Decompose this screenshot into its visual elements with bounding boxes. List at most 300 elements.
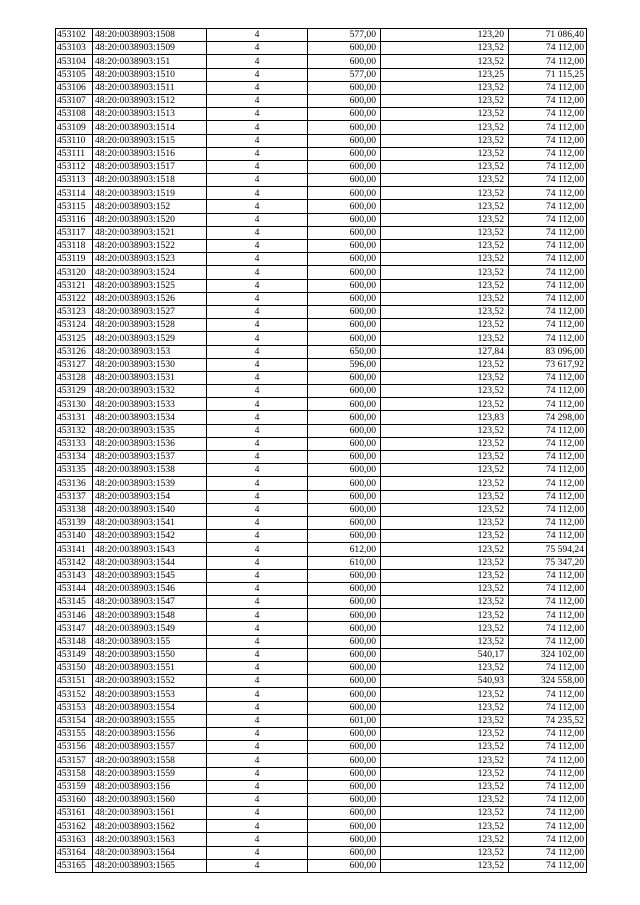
area-cell: 600,00 xyxy=(308,187,381,200)
table-row xyxy=(56,424,587,437)
row-number-cell: 453131 xyxy=(56,411,93,424)
group-cell: 4 xyxy=(207,754,308,767)
cadastral-number-cell: 48:20:0038903:154 xyxy=(93,490,207,503)
rate-cell: 123,52 xyxy=(381,714,509,727)
group-cell: 4 xyxy=(207,662,308,675)
cadastral-value-cell: 74 298,00 xyxy=(509,411,587,424)
area-cell: 600,00 xyxy=(308,741,381,754)
cadastral-number-cell: 48:20:0038903:1549 xyxy=(93,622,207,635)
cadastral-value-cell: 74 235,52 xyxy=(509,714,587,727)
group-cell: 4 xyxy=(207,305,308,318)
group-cell: 4 xyxy=(207,68,308,81)
group-cell: 4 xyxy=(207,820,308,833)
table-row xyxy=(56,358,587,371)
row-number-cell: 453155 xyxy=(56,727,93,740)
cadastral-value-cell: 74 112,00 xyxy=(509,279,587,292)
table-row xyxy=(56,437,587,450)
cadastral-number-cell: 48:20:0038903:1545 xyxy=(93,569,207,582)
row-number-cell: 453110 xyxy=(56,134,93,147)
cadastral-number-cell: 48:20:0038903:1539 xyxy=(93,477,207,490)
cadastral-value-cell: 74 112,00 xyxy=(509,807,587,820)
table-row xyxy=(56,226,587,239)
row-number-cell: 453108 xyxy=(56,108,93,121)
rate-cell: 123,52 xyxy=(381,371,509,384)
area-cell: 600,00 xyxy=(308,266,381,279)
area-cell: 600,00 xyxy=(308,42,381,55)
cadastral-number-cell: 48:20:0038903:1531 xyxy=(93,371,207,384)
cadastral-value-cell: 74 112,00 xyxy=(509,385,587,398)
area-cell: 600,00 xyxy=(308,780,381,793)
cadastral-value-cell: 74 112,00 xyxy=(509,108,587,121)
area-cell: 600,00 xyxy=(308,305,381,318)
rate-cell: 123,52 xyxy=(381,121,509,134)
rate-cell: 123,52 xyxy=(381,55,509,68)
table-row xyxy=(56,780,587,793)
group-cell: 4 xyxy=(207,503,308,516)
table-row xyxy=(56,727,587,740)
row-number-cell: 453118 xyxy=(56,240,93,253)
cadastral-value-cell: 74 112,00 xyxy=(509,477,587,490)
cadastral-number-cell: 48:20:0038903:1516 xyxy=(93,147,207,160)
group-cell: 4 xyxy=(207,622,308,635)
area-cell: 600,00 xyxy=(308,807,381,820)
rate-cell: 123,52 xyxy=(381,451,509,464)
group-cell: 4 xyxy=(207,29,308,42)
rate-cell: 123,52 xyxy=(381,477,509,490)
area-cell: 600,00 xyxy=(308,319,381,332)
cadastral-value-cell: 74 112,00 xyxy=(509,55,587,68)
group-cell: 4 xyxy=(207,648,308,661)
group-cell: 4 xyxy=(207,701,308,714)
cadastral-number-cell: 48:20:0038903:1548 xyxy=(93,609,207,622)
table-row xyxy=(56,213,587,226)
cadastral-value-cell: 324 558,00 xyxy=(509,675,587,688)
row-number-cell: 453144 xyxy=(56,582,93,595)
cadastral-value-cell: 71 086,40 xyxy=(509,29,587,42)
row-number-cell: 453151 xyxy=(56,675,93,688)
area-cell: 577,00 xyxy=(308,29,381,42)
cadastral-value-cell: 74 112,00 xyxy=(509,94,587,107)
area-cell: 600,00 xyxy=(308,253,381,266)
group-cell: 4 xyxy=(207,292,308,305)
table-row xyxy=(56,385,587,398)
area-cell: 600,00 xyxy=(308,833,381,846)
rate-cell: 123,52 xyxy=(381,754,509,767)
cadastral-number-cell: 48:20:0038903:1552 xyxy=(93,675,207,688)
table-row xyxy=(56,253,587,266)
row-number-cell: 453147 xyxy=(56,622,93,635)
cadastral-value-cell: 74 112,00 xyxy=(509,622,587,635)
cadastral-value-cell: 74 112,00 xyxy=(509,596,587,609)
rate-cell: 123,52 xyxy=(381,108,509,121)
table-row xyxy=(56,160,587,173)
cadastral-number-cell: 48:20:0038903:156 xyxy=(93,780,207,793)
rate-cell: 123,52 xyxy=(381,174,509,187)
area-cell: 600,00 xyxy=(308,596,381,609)
cadastral-value-cell: 74 112,00 xyxy=(509,266,587,279)
table-row xyxy=(56,411,587,424)
cadastral-value-cell: 74 112,00 xyxy=(509,701,587,714)
row-number-cell: 453148 xyxy=(56,635,93,648)
rate-cell: 123,52 xyxy=(381,622,509,635)
row-number-cell: 453140 xyxy=(56,530,93,543)
table-row xyxy=(56,820,587,833)
table-row xyxy=(56,279,587,292)
table-row xyxy=(56,754,587,767)
cadastral-number-cell: 48:20:0038903:1559 xyxy=(93,767,207,780)
rate-cell: 123,52 xyxy=(381,147,509,160)
row-number-cell: 453116 xyxy=(56,213,93,226)
group-cell: 4 xyxy=(207,266,308,279)
rate-cell: 123,52 xyxy=(381,701,509,714)
row-number-cell: 453164 xyxy=(56,846,93,859)
group-cell: 4 xyxy=(207,358,308,371)
row-number-cell: 453159 xyxy=(56,780,93,793)
rate-cell: 123,52 xyxy=(381,200,509,213)
area-cell: 650,00 xyxy=(308,345,381,358)
area-cell: 596,00 xyxy=(308,358,381,371)
row-number-cell: 453112 xyxy=(56,160,93,173)
group-cell: 4 xyxy=(207,411,308,424)
table-row xyxy=(56,121,587,134)
cadastral-value-cell: 74 112,00 xyxy=(509,464,587,477)
cadastral-number-cell: 48:20:0038903:1521 xyxy=(93,226,207,239)
table-row xyxy=(56,793,587,806)
group-cell: 4 xyxy=(207,635,308,648)
rate-cell: 123,52 xyxy=(381,741,509,754)
cadastral-value-cell: 74 112,00 xyxy=(509,727,587,740)
rate-cell: 540,17 xyxy=(381,648,509,661)
row-number-cell: 453111 xyxy=(56,147,93,160)
group-cell: 4 xyxy=(207,213,308,226)
row-number-cell: 453161 xyxy=(56,807,93,820)
cadastral-number-cell: 48:20:0038903:1556 xyxy=(93,727,207,740)
row-number-cell: 453143 xyxy=(56,569,93,582)
cadastral-value-cell: 74 112,00 xyxy=(509,846,587,859)
cadastral-number-cell: 48:20:0038903:1553 xyxy=(93,688,207,701)
area-cell: 577,00 xyxy=(308,68,381,81)
rate-cell: 123,52 xyxy=(381,226,509,239)
group-cell: 4 xyxy=(207,727,308,740)
cadastral-number-cell: 48:20:0038903:1526 xyxy=(93,292,207,305)
row-number-cell: 453157 xyxy=(56,754,93,767)
rate-cell: 123,52 xyxy=(381,160,509,173)
row-number-cell: 453138 xyxy=(56,503,93,516)
row-number-cell: 453162 xyxy=(56,820,93,833)
table-row xyxy=(56,530,587,543)
area-cell: 600,00 xyxy=(308,134,381,147)
row-number-cell: 453109 xyxy=(56,121,93,134)
row-number-cell: 453105 xyxy=(56,68,93,81)
cadastral-value-cell: 74 112,00 xyxy=(509,174,587,187)
table-row xyxy=(56,81,587,94)
table-row xyxy=(56,464,587,477)
row-number-cell: 453126 xyxy=(56,345,93,358)
table-row xyxy=(56,29,587,42)
rate-cell: 540,93 xyxy=(381,675,509,688)
group-cell: 4 xyxy=(207,187,308,200)
table-row xyxy=(56,200,587,213)
cadastral-number-cell: 48:20:0038903:152 xyxy=(93,200,207,213)
cadastral-value-cell: 74 112,00 xyxy=(509,81,587,94)
table-row xyxy=(56,688,587,701)
rate-cell: 123,52 xyxy=(381,807,509,820)
cadastral-number-cell: 48:20:0038903:1510 xyxy=(93,68,207,81)
group-cell: 4 xyxy=(207,279,308,292)
row-number-cell: 453134 xyxy=(56,451,93,464)
cadastral-number-cell: 48:20:0038903:1523 xyxy=(93,253,207,266)
cadastral-value-cell: 74 112,00 xyxy=(509,833,587,846)
area-cell: 600,00 xyxy=(308,648,381,661)
row-number-cell: 453165 xyxy=(56,859,93,872)
row-number-cell: 453113 xyxy=(56,174,93,187)
rate-cell: 123,52 xyxy=(381,833,509,846)
cadastral-number-cell: 48:20:0038903:1536 xyxy=(93,437,207,450)
cadastral-value-cell: 74 112,00 xyxy=(509,305,587,318)
row-number-cell: 453132 xyxy=(56,424,93,437)
area-cell: 600,00 xyxy=(308,477,381,490)
area-cell: 600,00 xyxy=(308,240,381,253)
area-cell: 600,00 xyxy=(308,279,381,292)
cadastral-number-cell: 48:20:0038903:1562 xyxy=(93,820,207,833)
row-number-cell: 453142 xyxy=(56,556,93,569)
cadastral-value-cell: 74 112,00 xyxy=(509,319,587,332)
row-number-cell: 453137 xyxy=(56,490,93,503)
cadastral-number-cell: 48:20:0038903:1512 xyxy=(93,94,207,107)
cadastral-number-cell: 48:20:0038903:1511 xyxy=(93,81,207,94)
cadastral-value-cell: 74 112,00 xyxy=(509,187,587,200)
group-cell: 4 xyxy=(207,147,308,160)
cadastral-number-cell: 48:20:0038903:1554 xyxy=(93,701,207,714)
rate-cell: 123,52 xyxy=(381,94,509,107)
cadastral-value-cell: 74 112,00 xyxy=(509,147,587,160)
rate-cell: 123,52 xyxy=(381,437,509,450)
row-number-cell: 453114 xyxy=(56,187,93,200)
cadastral-number-cell: 48:20:0038903:1533 xyxy=(93,398,207,411)
area-cell: 600,00 xyxy=(308,793,381,806)
group-cell: 4 xyxy=(207,451,308,464)
rate-cell: 123,52 xyxy=(381,688,509,701)
row-number-cell: 453104 xyxy=(56,55,93,68)
cadastral-value-cell: 74 112,00 xyxy=(509,793,587,806)
rate-cell: 123,52 xyxy=(381,635,509,648)
row-number-cell: 453115 xyxy=(56,200,93,213)
cadastral-value-cell: 74 112,00 xyxy=(509,503,587,516)
rate-cell: 123,20 xyxy=(381,29,509,42)
cadastral-value-cell: 74 112,00 xyxy=(509,688,587,701)
cadastral-number-cell: 48:20:0038903:155 xyxy=(93,635,207,648)
rate-cell: 123,52 xyxy=(381,266,509,279)
cadastral-number-cell: 48:20:0038903:1527 xyxy=(93,305,207,318)
cadastral-number-cell: 48:20:0038903:1513 xyxy=(93,108,207,121)
cadastral-number-cell: 48:20:0038903:1514 xyxy=(93,121,207,134)
cadastral-value-cell: 74 112,00 xyxy=(509,451,587,464)
cadastral-value-cell: 74 112,00 xyxy=(509,240,587,253)
group-cell: 4 xyxy=(207,582,308,595)
group-cell: 4 xyxy=(207,780,308,793)
group-cell: 4 xyxy=(207,859,308,872)
table-row xyxy=(56,622,587,635)
area-cell: 600,00 xyxy=(308,622,381,635)
cadastral-value-cell: 74 112,00 xyxy=(509,635,587,648)
cadastral-number-cell: 48:20:0038903:1550 xyxy=(93,648,207,661)
area-cell: 600,00 xyxy=(308,437,381,450)
cadastral-number-cell: 48:20:0038903:1528 xyxy=(93,319,207,332)
cadastral-number-cell: 48:20:0038903:1542 xyxy=(93,530,207,543)
row-number-cell: 453124 xyxy=(56,319,93,332)
cadastral-value-cell: 83 096,00 xyxy=(509,345,587,358)
cadastral-number-cell: 48:20:0038903:1535 xyxy=(93,424,207,437)
area-cell: 600,00 xyxy=(308,516,381,529)
cadastral-value-cell: 74 112,00 xyxy=(509,213,587,226)
group-cell: 4 xyxy=(207,200,308,213)
cadastral-number-cell: 48:20:0038903:1540 xyxy=(93,503,207,516)
table-row xyxy=(56,767,587,780)
row-number-cell: 453103 xyxy=(56,42,93,55)
table-row xyxy=(56,596,587,609)
group-cell: 4 xyxy=(207,385,308,398)
rate-cell: 123,52 xyxy=(381,582,509,595)
table-row xyxy=(56,582,587,595)
group-cell: 4 xyxy=(207,398,308,411)
table-row xyxy=(56,451,587,464)
group-cell: 4 xyxy=(207,569,308,582)
rate-cell: 123,52 xyxy=(381,767,509,780)
cadastral-value-cell: 74 112,00 xyxy=(509,859,587,872)
row-number-cell: 453106 xyxy=(56,81,93,94)
rate-cell: 123,52 xyxy=(381,81,509,94)
cadastral-value-cell: 74 112,00 xyxy=(509,398,587,411)
group-cell: 4 xyxy=(207,42,308,55)
group-cell: 4 xyxy=(207,319,308,332)
cadastral-number-cell: 48:20:0038903:1508 xyxy=(93,29,207,42)
group-cell: 4 xyxy=(207,530,308,543)
cadastral-value-cell: 74 112,00 xyxy=(509,42,587,55)
area-cell: 600,00 xyxy=(308,464,381,477)
cadastral-number-cell: 48:20:0038903:1537 xyxy=(93,451,207,464)
area-cell: 600,00 xyxy=(308,675,381,688)
cadastral-number-cell: 48:20:0038903:1534 xyxy=(93,411,207,424)
table-row xyxy=(56,42,587,55)
area-cell: 600,00 xyxy=(308,226,381,239)
table-row xyxy=(56,648,587,661)
rate-cell: 123,25 xyxy=(381,68,509,81)
table-row xyxy=(56,147,587,160)
row-number-cell: 453125 xyxy=(56,332,93,345)
row-number-cell: 453122 xyxy=(56,292,93,305)
cadastral-value-cell: 74 112,00 xyxy=(509,582,587,595)
group-cell: 4 xyxy=(207,543,308,556)
table-row xyxy=(56,609,587,622)
cadastral-number-cell: 48:20:0038903:1525 xyxy=(93,279,207,292)
area-cell: 600,00 xyxy=(308,530,381,543)
area-cell: 600,00 xyxy=(308,582,381,595)
table-row xyxy=(56,305,587,318)
group-cell: 4 xyxy=(207,477,308,490)
table-row xyxy=(56,635,587,648)
group-cell: 4 xyxy=(207,424,308,437)
cadastral-number-cell: 48:20:0038903:1532 xyxy=(93,385,207,398)
cadastral-number-cell: 48:20:0038903:1555 xyxy=(93,714,207,727)
group-cell: 4 xyxy=(207,134,308,147)
rate-cell: 123,52 xyxy=(381,358,509,371)
cadastral-value-cell: 71 115,25 xyxy=(509,68,587,81)
table-row xyxy=(56,266,587,279)
cadastral-number-cell: 48:20:0038903:1509 xyxy=(93,42,207,55)
cadastral-value-cell: 74 112,00 xyxy=(509,569,587,582)
row-number-cell: 453141 xyxy=(56,543,93,556)
cadastral-number-cell: 48:20:0038903:1538 xyxy=(93,464,207,477)
row-number-cell: 453128 xyxy=(56,371,93,384)
cadastral-value-cell: 74 112,00 xyxy=(509,609,587,622)
table-row xyxy=(56,398,587,411)
area-cell: 600,00 xyxy=(308,411,381,424)
rate-cell: 123,83 xyxy=(381,411,509,424)
cadastral-value-cell: 74 112,00 xyxy=(509,332,587,345)
table-row xyxy=(56,833,587,846)
group-cell: 4 xyxy=(207,371,308,384)
rate-cell: 123,52 xyxy=(381,292,509,305)
area-cell: 600,00 xyxy=(308,820,381,833)
area-cell: 600,00 xyxy=(308,147,381,160)
group-cell: 4 xyxy=(207,174,308,187)
table-row xyxy=(56,741,587,754)
rate-cell: 123,52 xyxy=(381,820,509,833)
group-cell: 4 xyxy=(207,160,308,173)
area-cell: 600,00 xyxy=(308,121,381,134)
group-cell: 4 xyxy=(207,345,308,358)
cadastral-number-cell: 48:20:0038903:1563 xyxy=(93,833,207,846)
group-cell: 4 xyxy=(207,714,308,727)
area-cell: 600,00 xyxy=(308,398,381,411)
group-cell: 4 xyxy=(207,688,308,701)
cadastral-number-cell: 48:20:0038903:1515 xyxy=(93,134,207,147)
table-row xyxy=(56,134,587,147)
rate-cell: 123,52 xyxy=(381,556,509,569)
row-number-cell: 453117 xyxy=(56,226,93,239)
table-row xyxy=(56,556,587,569)
cadastral-value-cell: 74 112,00 xyxy=(509,530,587,543)
row-number-cell: 453136 xyxy=(56,477,93,490)
cadastral-value-cell: 74 112,00 xyxy=(509,741,587,754)
area-cell: 600,00 xyxy=(308,490,381,503)
area-cell: 600,00 xyxy=(308,701,381,714)
table-row xyxy=(56,174,587,187)
group-cell: 4 xyxy=(207,741,308,754)
area-cell: 600,00 xyxy=(308,754,381,767)
area-cell: 600,00 xyxy=(308,859,381,872)
row-number-cell: 453150 xyxy=(56,662,93,675)
area-cell: 600,00 xyxy=(308,635,381,648)
area-cell: 600,00 xyxy=(308,108,381,121)
rate-cell: 123,52 xyxy=(381,609,509,622)
row-number-cell: 453156 xyxy=(56,741,93,754)
group-cell: 4 xyxy=(207,437,308,450)
row-number-cell: 453145 xyxy=(56,596,93,609)
group-cell: 4 xyxy=(207,226,308,239)
table-row xyxy=(56,807,587,820)
group-cell: 4 xyxy=(207,767,308,780)
cadastral-number-cell: 48:20:0038903:1517 xyxy=(93,160,207,173)
table-row xyxy=(56,846,587,859)
table-row xyxy=(56,94,587,107)
table-row xyxy=(56,503,587,516)
table-row xyxy=(56,859,587,872)
group-cell: 4 xyxy=(207,464,308,477)
area-cell: 600,00 xyxy=(308,94,381,107)
rate-cell: 123,52 xyxy=(381,859,509,872)
group-cell: 4 xyxy=(207,516,308,529)
